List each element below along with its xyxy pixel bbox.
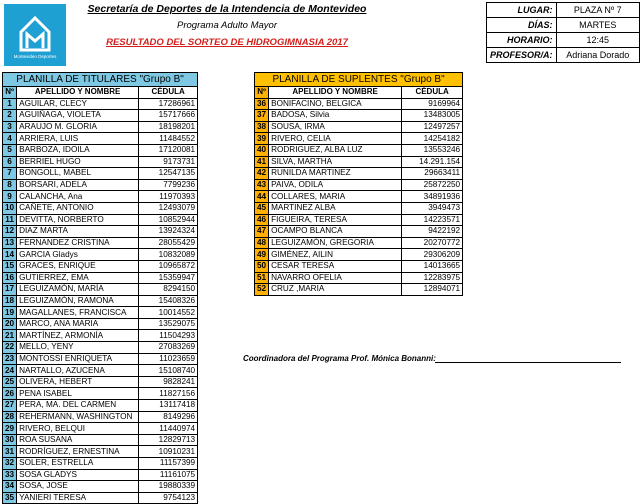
row-name: NAVARRO OFELIA (269, 272, 402, 284)
row-number: 18 (3, 295, 17, 307)
suplentes-col-ced: CÉDULA (402, 87, 463, 99)
horario-label: HORARIO: (487, 33, 557, 48)
titular-row (3, 469, 198, 481)
row-name: GIMÉNEZ, AILIN (269, 249, 402, 261)
row-name: MARCO, ANA MARIA (17, 318, 139, 330)
profesor-value: Adriana Dorado (556, 48, 639, 63)
row-name: NARTALLO, AZUCENA (17, 365, 139, 377)
row-number: 25 (3, 376, 17, 388)
dias-label: DÍAS: (487, 18, 557, 33)
row-number: 24 (3, 365, 17, 377)
row-cedula: 9422192 (402, 226, 463, 238)
titular-row (3, 272, 198, 284)
row-number: 32 (3, 458, 17, 470)
row-cedula: 18198201 (139, 121, 198, 133)
row-cedula: 17120081 (139, 144, 198, 156)
row-cedula: 14254182 (402, 133, 463, 145)
row-cedula: 10910231 (139, 446, 198, 458)
suplente-row (255, 284, 463, 296)
row-name: DEVITTA, NORBERTO (17, 214, 139, 226)
suplente-row (255, 214, 463, 226)
row-number: 29 (3, 423, 17, 435)
row-cedula: 8294150 (139, 284, 198, 296)
row-name: SOLER, ESTRELLA (17, 458, 139, 470)
titular-row (3, 260, 198, 272)
row-cedula: 9173731 (139, 156, 198, 168)
titular-row (3, 330, 198, 342)
row-name: RODRIGUEZ, ALBA LUZ (269, 144, 402, 156)
row-number: 45 (255, 202, 269, 214)
row-cedula: 14.291.154 (402, 156, 463, 168)
titular-row (3, 458, 198, 470)
titular-row (3, 481, 198, 493)
titular-row (3, 318, 198, 330)
row-number: 28 (3, 411, 17, 423)
row-number: 11 (3, 214, 17, 226)
suplentes-col-num: Nº (255, 87, 269, 99)
row-name: REHERMANN, WASHINGTON (17, 411, 139, 423)
row-cedula: 27083269 (139, 342, 198, 354)
row-name: BERRIEL HUGO (17, 156, 139, 168)
row-cedula: 15108740 (139, 365, 198, 377)
row-number: 5 (3, 144, 17, 156)
row-name: BONGOLL, MABEL (17, 168, 139, 180)
titulares-col-ced: CÉDULA (139, 87, 198, 99)
row-name: MARTÍNEZ, ARMONÍA (17, 330, 139, 342)
row-name: AGUIÑAGA, VIOLETA (17, 110, 139, 122)
row-cedula: 3949473 (402, 202, 463, 214)
header-result-title: RESULTADO DEL SORTEO DE HIDROGIMNASIA 2017 (106, 37, 348, 48)
row-number: 16 (3, 272, 17, 284)
row-number: 13 (3, 237, 17, 249)
row-number: 12 (3, 226, 17, 238)
suplente-row (255, 249, 463, 261)
suplentes-col-name: APELLIDO Y NOMBRE (269, 87, 402, 99)
row-name: LEGUIZAMÓN, RAMONA (17, 295, 139, 307)
row-name: CAÑETE, ANTONIO (17, 202, 139, 214)
suplente-row (255, 121, 463, 133)
titulares-title: PLANILLA DE TITULARES "Grupo B" (3, 73, 198, 87)
titular-row (3, 307, 198, 319)
row-number: 4 (3, 133, 17, 145)
row-name: LEGUIZAMÓN, GREGORIA (269, 237, 402, 249)
row-name: MAGALLANES, FRANCISCA (17, 307, 139, 319)
coordinator-label: Coordinadora del Programa Prof. Mónica Bonanni: (243, 354, 436, 363)
titular-row (3, 237, 198, 249)
titular-row (3, 284, 198, 296)
titular-row (3, 202, 198, 214)
row-name: BARBOZA, IDOILA (17, 144, 139, 156)
row-number: 38 (255, 121, 269, 133)
row-number: 3 (3, 121, 17, 133)
row-cedula: 12894071 (402, 284, 463, 296)
row-name: ROA SUSANA (17, 434, 139, 446)
row-cedula: 9169964 (402, 98, 463, 110)
row-number: 6 (3, 156, 17, 168)
row-number: 37 (255, 110, 269, 122)
titular-row (3, 376, 198, 388)
row-name: YANIERI TERESA (17, 492, 139, 504)
row-name: SOSA GLADYS (17, 469, 139, 481)
row-name: RUNILDA MARTINEZ (269, 168, 402, 180)
row-number: 33 (3, 469, 17, 481)
row-cedula: 12493079 (139, 202, 198, 214)
titular-row (3, 191, 198, 203)
row-cedula: 29663411 (402, 168, 463, 180)
row-number: 9 (3, 191, 17, 203)
suplente-row (255, 133, 463, 145)
row-cedula: 14223571 (402, 214, 463, 226)
suplente-row (255, 144, 463, 156)
row-cedula: 12829713 (139, 434, 198, 446)
titular-row (3, 295, 198, 307)
row-cedula: 11970393 (139, 191, 198, 203)
titular-row (3, 168, 198, 180)
montevideo-logo (4, 4, 66, 66)
suplentes-table (254, 72, 463, 296)
suplente-row (255, 202, 463, 214)
titular-row (3, 353, 198, 365)
row-cedula: 10965872 (139, 260, 198, 272)
profesor-label: PROFESOR/A: (487, 48, 557, 63)
row-name: OLIVERA, HEBERT (17, 376, 139, 388)
row-name: CRUZ ,MARIA (269, 284, 402, 296)
row-number: 34 (3, 481, 17, 493)
row-number: 17 (3, 284, 17, 296)
row-name: ARRIERA, LUIS (17, 133, 139, 145)
row-name: PERA, MA. DEL CARMEN (17, 400, 139, 412)
row-cedula: 14013665 (402, 260, 463, 272)
header-subtitle: Programa Adulto Mayor (177, 20, 277, 31)
row-number: 50 (255, 260, 269, 272)
row-cedula: 12283975 (402, 272, 463, 284)
row-cedula: 11504293 (139, 330, 198, 342)
row-cedula: 9828241 (139, 376, 198, 388)
row-number: 26 (3, 388, 17, 400)
titular-row (3, 400, 198, 412)
suplente-row (255, 156, 463, 168)
row-number: 15 (3, 260, 17, 272)
titular-row (3, 133, 198, 145)
row-number: 44 (255, 191, 269, 203)
row-number: 21 (3, 330, 17, 342)
row-cedula: 9754123 (139, 492, 198, 504)
row-cedula: 11023659 (139, 353, 198, 365)
row-cedula: 15359947 (139, 272, 198, 284)
row-name: SILVA, MARTHA (269, 156, 402, 168)
row-cedula: 12497257 (402, 121, 463, 133)
titular-row (3, 492, 198, 504)
row-cedula: 13924324 (139, 226, 198, 238)
row-number: 1 (3, 98, 17, 110)
titular-row (3, 388, 198, 400)
row-number: 31 (3, 446, 17, 458)
titular-row (3, 249, 198, 261)
row-name: GARCIA Gladys (17, 249, 139, 261)
lugar-label: LUGAR: (487, 3, 557, 18)
row-cedula: 13117418 (139, 400, 198, 412)
titular-row (3, 446, 198, 458)
row-cedula: 13483005 (402, 110, 463, 122)
row-cedula: 10852944 (139, 214, 198, 226)
row-name: PAIVA, ODILA (269, 179, 402, 191)
titular-row (3, 226, 198, 238)
row-name: FERNANDEZ CRISTINA (17, 237, 139, 249)
suplente-row (255, 191, 463, 203)
row-name: FIGUEIRA, TERESA (269, 214, 402, 226)
titular-row (3, 365, 198, 377)
row-number: 7 (3, 168, 17, 180)
header-title: Secretaría de Deportes de la Intendencia de Montevideo (87, 3, 367, 15)
row-name: RODRÍGUEZ, ERNESTINA (17, 446, 139, 458)
row-cedula: 11440974 (139, 423, 198, 435)
row-number: 48 (255, 237, 269, 249)
row-name: GRACES, ENRIQUE (17, 260, 139, 272)
row-cedula: 20270772 (402, 237, 463, 249)
row-number: 8 (3, 179, 17, 191)
signature-line (435, 362, 621, 363)
titulares-table (2, 72, 198, 504)
row-name: BADOSA, Silvia (269, 110, 402, 122)
titular-row (3, 214, 198, 226)
row-number: 30 (3, 434, 17, 446)
row-number: 52 (255, 284, 269, 296)
row-number: 43 (255, 179, 269, 191)
horario-value: 12:45 (556, 33, 639, 48)
row-cedula: 13553246 (402, 144, 463, 156)
titular-row (3, 121, 198, 133)
row-number: 47 (255, 226, 269, 238)
titulares-col-num: Nº (3, 87, 17, 99)
titular-row (3, 179, 198, 191)
row-cedula: 11157399 (139, 458, 198, 470)
titular-row (3, 156, 198, 168)
row-number: 41 (255, 156, 269, 168)
row-name: BONIFACINO, BELGICA (269, 98, 402, 110)
logo-text: Montevideo Deportes (13, 54, 57, 59)
row-number: 19 (3, 307, 17, 319)
suplente-row (255, 272, 463, 284)
row-name: AGUILAR, CLECY (17, 98, 139, 110)
row-name: SOSA, JOSE (17, 481, 139, 493)
row-name: MELLO, YENY (17, 342, 139, 354)
titular-row (3, 411, 198, 423)
suplente-row (255, 98, 463, 110)
row-cedula: 25872250 (402, 179, 463, 191)
suplente-row (255, 237, 463, 249)
titulares-col-name: APELLIDO Y NOMBRE (17, 87, 139, 99)
row-number: 39 (255, 133, 269, 145)
row-cedula: 11827156 (139, 388, 198, 400)
row-number: 36 (255, 98, 269, 110)
row-cedula: 15408326 (139, 295, 198, 307)
row-number: 42 (255, 168, 269, 180)
row-number: 46 (255, 214, 269, 226)
row-cedula: 13529075 (139, 318, 198, 330)
titular-row (3, 423, 198, 435)
suplentes-title: PLANILLA DE SUPLENTES "Grupo B" (255, 73, 463, 87)
row-name: COLLARES, MARIA (269, 191, 402, 203)
row-number: 49 (255, 249, 269, 261)
suplente-row (255, 226, 463, 238)
row-name: LEGUIZAMÓN, MARÍA (17, 284, 139, 296)
row-name: ARAUJO M. GLORIA (17, 121, 139, 133)
titular-row (3, 144, 198, 156)
titular-row (3, 342, 198, 354)
titular-row (3, 434, 198, 446)
row-number: 35 (3, 492, 17, 504)
info-table (486, 2, 640, 63)
dias-value: MARTES (556, 18, 639, 33)
row-number: 51 (255, 272, 269, 284)
row-number: 20 (3, 318, 17, 330)
lugar-value: PLAZA Nº 7 (556, 3, 639, 18)
row-number: 22 (3, 342, 17, 354)
titular-row (3, 98, 198, 110)
row-number: 27 (3, 400, 17, 412)
suplente-row (255, 168, 463, 180)
row-name: BORSARI, ADELA (17, 179, 139, 191)
row-name: RIVERO, BELQUI (17, 423, 139, 435)
row-number: 10 (3, 202, 17, 214)
row-cedula: 19880339 (139, 481, 198, 493)
row-cedula: 11484552 (139, 133, 198, 145)
row-number: 23 (3, 353, 17, 365)
titular-row (3, 110, 198, 122)
row-name: GUTIERREZ, EMA (17, 272, 139, 284)
row-cedula: 17286961 (139, 98, 198, 110)
row-name: OCAMPO BLANCA (269, 226, 402, 238)
row-name: CESAR TERESA (269, 260, 402, 272)
suplente-row (255, 179, 463, 191)
row-cedula: 34891936 (402, 191, 463, 203)
row-cedula: 29306209 (402, 249, 463, 261)
row-cedula: 12547135 (139, 168, 198, 180)
row-number: 14 (3, 249, 17, 261)
row-cedula: 10014552 (139, 307, 198, 319)
row-name: MONTOSSI ENRIQUETA (17, 353, 139, 365)
suplente-row (255, 260, 463, 272)
row-name: CALANCHA, Ana (17, 191, 139, 203)
row-cedula: 10832089 (139, 249, 198, 261)
row-name: RIVERO, CELIA (269, 133, 402, 145)
row-number: 2 (3, 110, 17, 122)
row-cedula: 15717666 (139, 110, 198, 122)
row-cedula: 8149296 (139, 411, 198, 423)
row-cedula: 7799236 (139, 179, 198, 191)
row-name: MARTINEZ ALBA (269, 202, 402, 214)
suplente-row (255, 110, 463, 122)
row-cedula: 28055429 (139, 237, 198, 249)
row-name: SOUSA, IRMA (269, 121, 402, 133)
row-name: DIAZ MARTA (17, 226, 139, 238)
row-name: PENA ISABEL (17, 388, 139, 400)
row-number: 40 (255, 144, 269, 156)
row-cedula: 11161075 (139, 469, 198, 481)
